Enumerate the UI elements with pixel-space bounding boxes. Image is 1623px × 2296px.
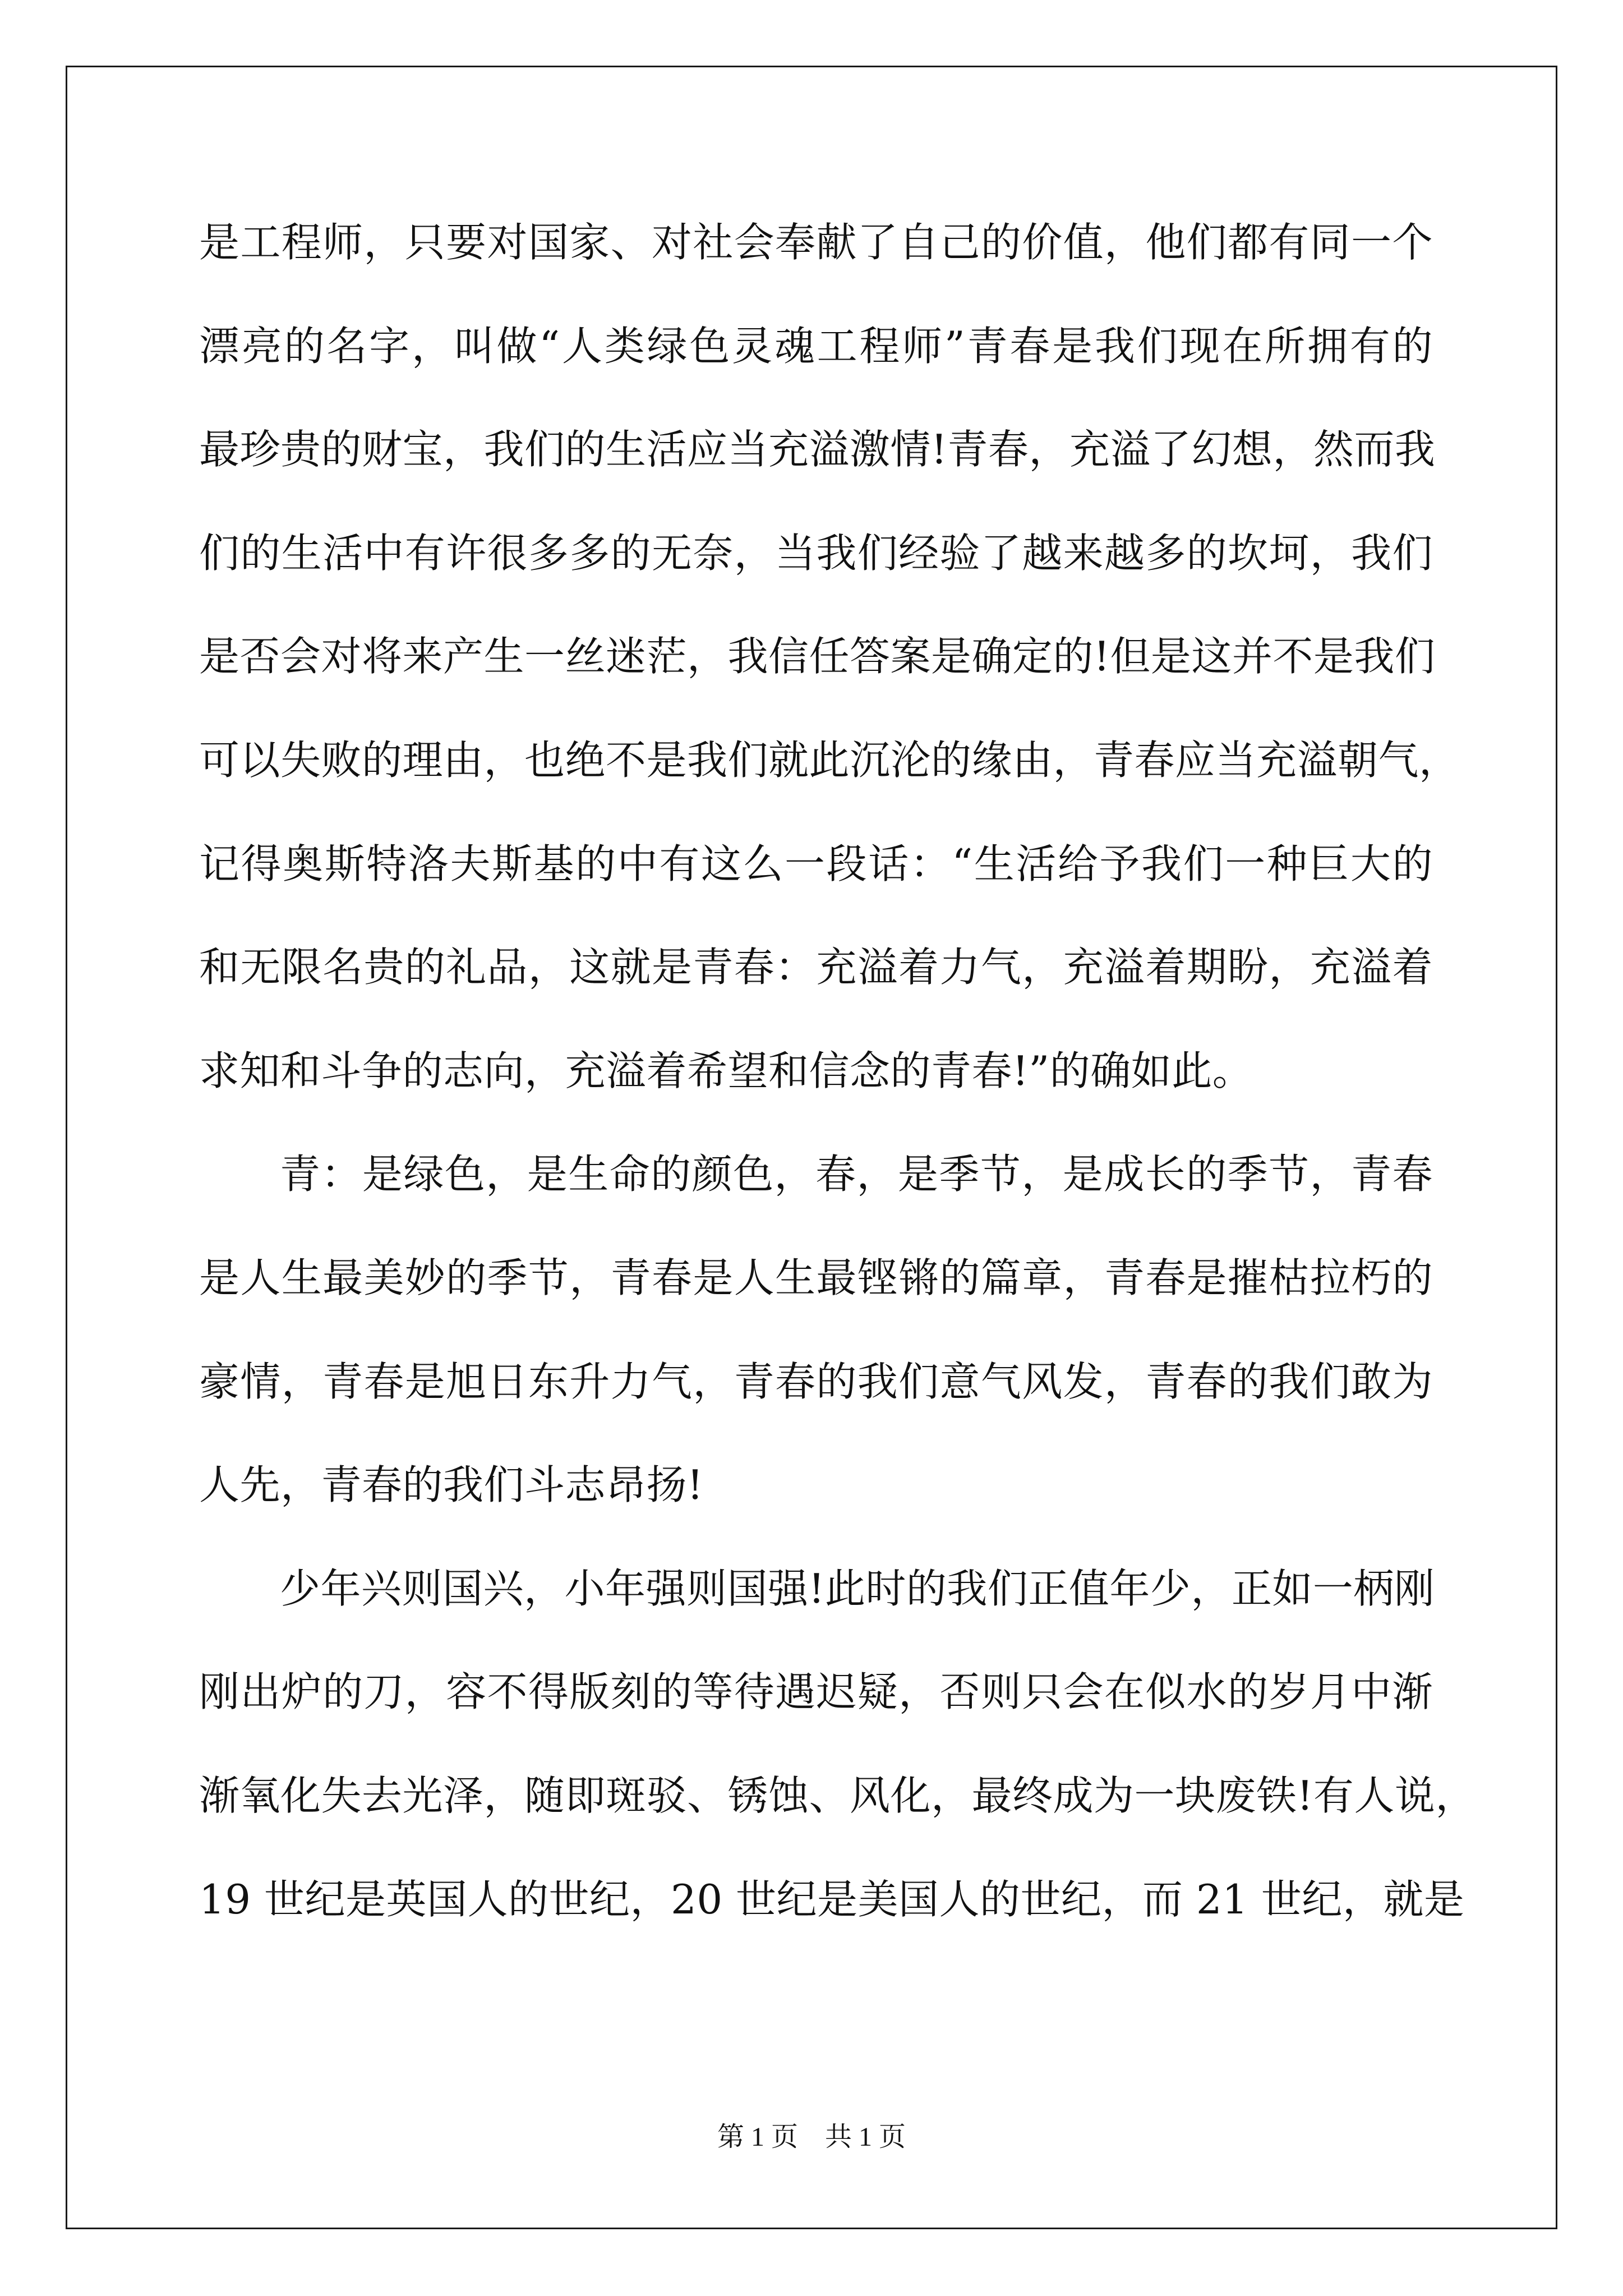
text-line: 渐氧化失去光泽，随即斑驳、锈蚀、风化，最终成为一块废铁!有人说， xyxy=(199,1772,1476,1819)
text-line: 和无限名贵的礼品，这就是青春：充溢着力气，充溢着期盼，充溢着 xyxy=(199,944,1433,991)
text-line: 19 世纪是英国人的世纪，20 世纪是美国人的世纪，而 21 世纪，就是 xyxy=(199,1875,1465,1923)
text-line: 漂亮的名字，叫做“人类绿色灵魂工程师”青春是我们现在所拥有的 xyxy=(199,322,1433,370)
document-body xyxy=(199,191,1476,1951)
text-line: 刚出炉的刀，容不得版刻的等待遇迟疑，否则只会在似水的岁月中渐 xyxy=(199,1668,1433,1716)
text-line: 是人生最美妙的季节，青春是人生最铿锵的篇章，青春是摧枯拉朽的 xyxy=(199,1254,1433,1301)
text-line: 可以失败的理由，也绝不是我们就此沉沦的缘由，青春应当充溢朝气， xyxy=(199,736,1460,784)
text-line: 是工程师，只要对国家、对社会奉献了自己的价值，他们都有同一个 xyxy=(199,219,1433,266)
text-line: 求知和斗争的志向，充溢着希望和信念的青春!”的确如此。 xyxy=(199,1047,1253,1094)
text-line: 是否会对将来产生一丝迷茫，我信任答案是确定的!但是这并不是我们 xyxy=(199,633,1436,680)
text-line: 们的生活中有许很多多的无奈，当我们经验了越来越多的坎坷，我们 xyxy=(199,529,1433,577)
text-line: 最珍贵的财宝，我们的生活应当充溢激情!青春，充溢了幻想，然而我 xyxy=(199,426,1436,473)
text-line: 豪情，青春是旭日东升力气，青春的我们意气风发，青春的我们敢为 xyxy=(199,1358,1433,1405)
text-line: 记得奥斯特洛夫斯基的中有这么一段话：“生活给予我们一种巨大的 xyxy=(199,840,1433,887)
page-number-footer: 第 1 页 共 1 页 xyxy=(717,2122,906,2152)
paragraph-start-line: 少年兴则国兴，小年强则国强!此时的我们正值年少，正如一柄刚 xyxy=(280,1565,1435,1612)
paragraph-start-line: 青：是绿色，是生命的颜色，春，是季节，是成长的季节，青春 xyxy=(280,1151,1433,1198)
text-line: 人先，青春的我们斗志昂扬! xyxy=(199,1461,704,1509)
